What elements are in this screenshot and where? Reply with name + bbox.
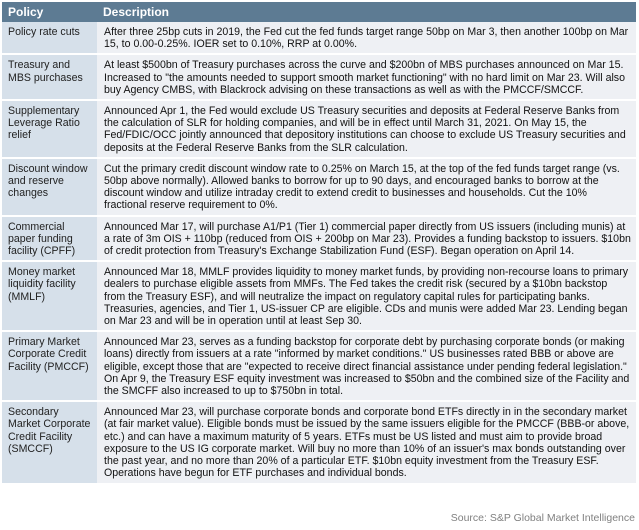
description-cell: After three 25bp cuts in 2019, the Fed cut the fed funds target range 50bp on Mar 3, then another 100bp on Mar 15, to 0.00-0.25%. IOER set to 0.10%, RRP at 0.00%. — [97, 22, 636, 54]
header-row — [2, 2, 636, 22]
description-cell: Announced Mar 17, will purchase A1/P1 (Tier 1) commercial paper directly from US issuers (including munis) at a rate of 3m OIS + 110bp (reduced from OIS + 200bp on Mar 23). Provides a funding backstop to issuers. $10bn of credit protection from Treasury's Exchange Stabilization Fund (ESF). Began operation on April 14. — [97, 216, 636, 262]
header-description: Description — [97, 2, 636, 22]
table-row — [2, 100, 636, 158]
table-row — [2, 261, 636, 331]
table-row — [2, 331, 636, 401]
policy-cell: Supplementary Leverage Ratio relief — [2, 100, 97, 158]
header-policy: Policy — [2, 2, 97, 22]
policy-cell: Secondary Market Corporate Credit Facility (SMCCF) — [2, 401, 97, 483]
description-cell: At least $500bn of Treasury purchases across the curve and $200bn of MBS purchases announced on Mar 15. Increased to "the amounts needed to support smooth market functioning" with no hard limit on Mar 23. Will also buy Agency CMBS, with Blackrock advising on these transactions as well as with the PMCCF/SMCCF. — [97, 54, 636, 100]
description-cell: Announced Mar 18, MMLF provides liquidity to money market funds, by providing non-recourse loans to primary dealers to purchase eligible assets from MMFs. The Fed takes the credit risk (secured by a $10bn backstop from the Treasury ESF), and will neutralize the impact on regulatory capital rules for participating banks. Treasuries, agencies, and Tier 1, US-issuer CP are eligible. CDs and munis were added Mar 23. Lending began on Mar 23 and will be in operation until at least Sep 30. — [97, 261, 636, 331]
source-caption: Source: S&P Global Market Intelligence — [450, 512, 635, 524]
policy-cell: Policy rate cuts — [2, 22, 97, 54]
description-cell: Cut the primary credit discount window rate to 0.25% on March 15, at the top of the fed funds target range (vs. 50bp above normally). Allowed banks to borrow for up to 90 days, and encouraged banks to borrow at the discount window and utilize intraday credit to extend credit to businesses and households. Cut the 10% fractional reserve requirement to 0%. — [97, 158, 636, 216]
policy-cell: Primary Market Corporate Credit Facility (PMCCF) — [2, 331, 97, 401]
description-cell: Announced Mar 23, serves as a funding backstop for corporate debt by purchasing corporate bonds (or making loans) directly from issuers at a rate "informed by market conditions." US businesses rated BBB or above are eligible, except those that are "expected to receive direct financial assistance under pending federal legislation." On Apr 9, the Treasury ESF equity investment was increased to $50bn and the combined size of the Facility and the SMCFF also increased to up to $750bn in total. — [97, 331, 636, 401]
policy-cell: Money market liquidity facility (MMLF) — [2, 261, 97, 331]
table-row — [2, 158, 636, 216]
policy-cell: Treasury and MBS purchases — [2, 54, 97, 100]
description-cell: Announced Mar 23, will purchase corporate bonds and corporate bond ETFs directly in in the secondary market (at fair market value). Eligible bonds must be issued by the same issuers eligible for the PMCCF (BBB-or above, etc.) and can have a maximum maturity of 5 years. ETFs must be US listed and must aim to provide broad exposure to the US IG corporate market. Will buy no more than 10% of an issuer's max bonds outstanding over the past year, and no more than 20% of a particular ETF. $10bn equity investment from the Treasury ESF. Operations have begun for ETF purchases and individual bonds. — [97, 401, 636, 483]
policy-table — [2, 2, 636, 485]
table-row — [2, 216, 636, 262]
policy-cell: Commercial paper funding facility (CPFF) — [2, 216, 97, 262]
description-cell: Announced Apr 1, the Fed would exclude US Treasury securities and deposits at Federal Reserve Banks from the calculation of SLR for holding companies, and will be in effect until March 31, 2021. On May 15, the Fed/FDIC/OCC jointly announced that depository institutions can choose to exclude US Treasury securities and deposits at the Federal Reserve Banks from the SLR calculation. — [97, 100, 636, 158]
policy-cell: Discount window and reserve changes — [2, 158, 97, 216]
table-row — [2, 401, 636, 483]
table-row — [2, 22, 636, 54]
table-row — [2, 54, 636, 100]
